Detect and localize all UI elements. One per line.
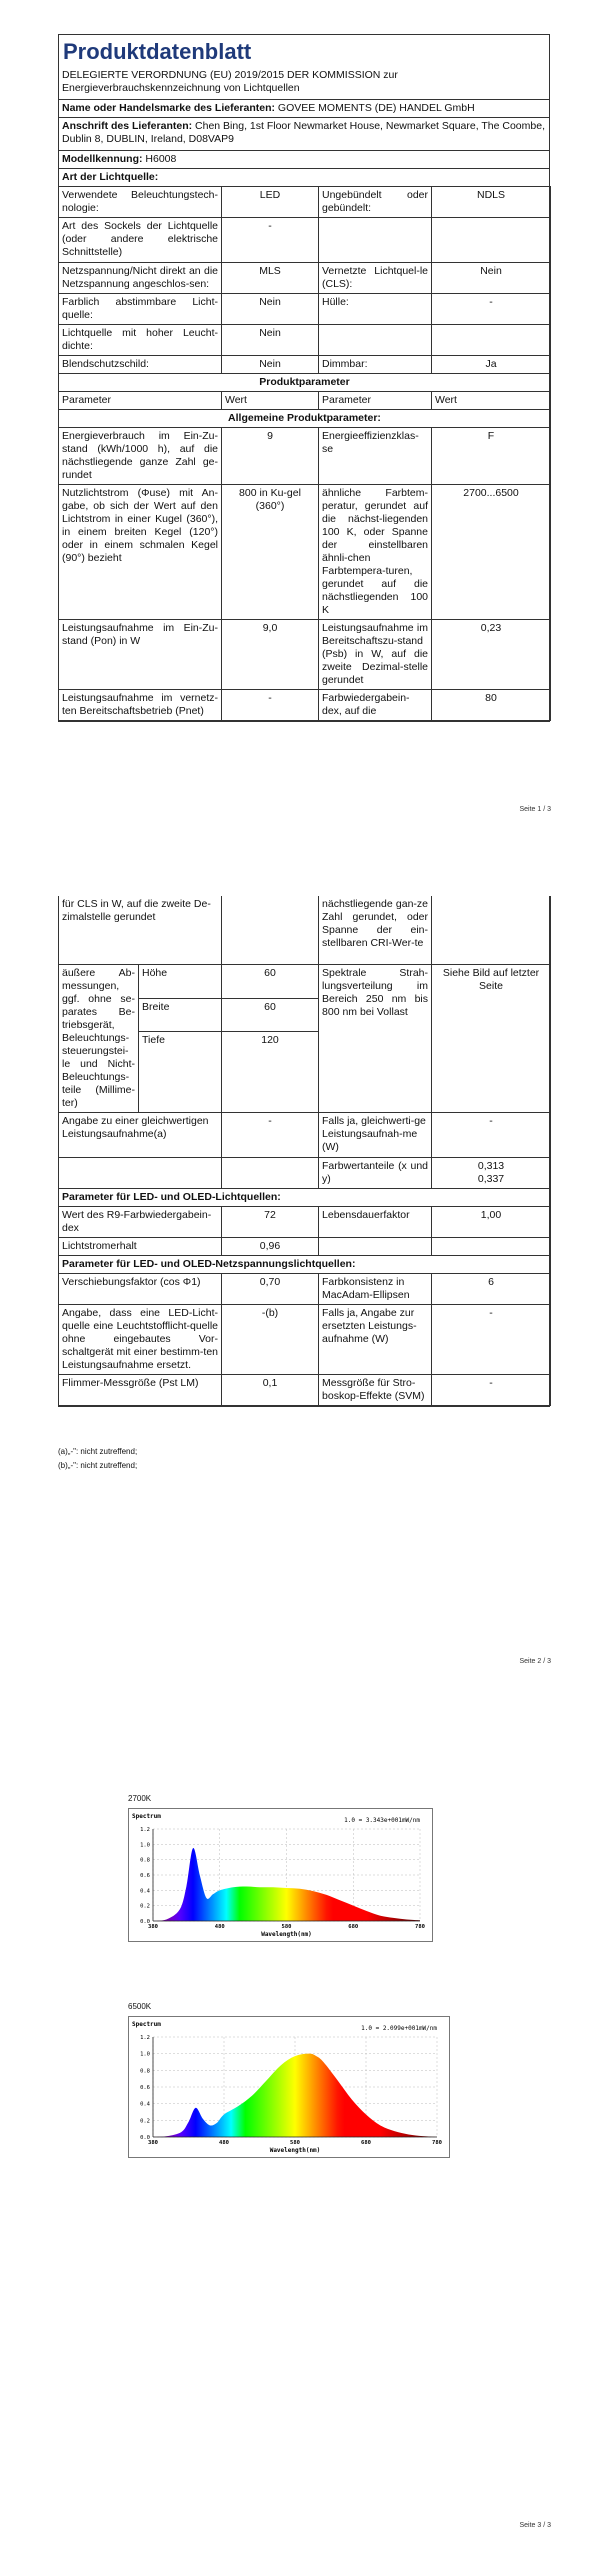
footnote-b: (b)„-": nicht zutreffend; xyxy=(58,1461,138,1470)
row-label: Blendschutzschild: xyxy=(59,356,222,374)
spectrum-scale: 1.0 = 3.343e+001mW/nm xyxy=(344,1817,420,1824)
page-2 xyxy=(0,860,603,1690)
table-row xyxy=(59,218,551,263)
row-label: Flimmer-Messgröße (Pst LM) xyxy=(59,1375,222,1406)
row-label: für CLS in W, auf die zweite De-zimalstelle gerundet xyxy=(59,896,222,965)
light-source-table xyxy=(58,186,551,721)
row-value xyxy=(432,218,551,263)
row-value: -(b) xyxy=(222,1305,319,1375)
spectrum-area xyxy=(153,2054,437,2137)
table-row xyxy=(59,485,551,620)
address-label: Anschrift des Lieferanten: xyxy=(62,120,193,132)
x-tick-label: 580 xyxy=(290,2140,300,2146)
spectrum-scale: 1.0 = 2.099e+001mW/nm xyxy=(361,2025,437,2032)
row-label: Farbkonsistenz in MacAdam-Ellipsen xyxy=(319,1274,432,1305)
row-label: Falls ja, Angabe zur ersetzten Leistungs-aufnahme (W) xyxy=(319,1305,432,1375)
address-value: Chen Bing, 1st Floor Newmarket House, Newmarket Square, The Coombe, Dublin 8, DUBLIN, Ireland, D08VAP9 xyxy=(62,120,545,145)
row-value: MLS xyxy=(222,263,319,294)
y-tick-label: 1.2 xyxy=(140,2035,150,2041)
row-label xyxy=(319,1238,432,1256)
row-label: Vernetzte Lichtquel-le (CLS): xyxy=(319,263,432,294)
row-label: Angabe, dass eine LED-Licht-quelle eine Leuchtstofflicht-quelle ohne eingebautes Vor-schaltgerät mit einer bestimm-ten Leistungsaufnahme ersetzt. xyxy=(59,1305,222,1375)
led-params-header: Parameter für LED- und OLED-Lichtquellen: xyxy=(59,1189,551,1207)
x-axis-label: Wavelength(nm) xyxy=(261,1931,312,1938)
row-label: Dimmbar: xyxy=(319,356,432,374)
page-3 xyxy=(0,1690,603,2560)
x-tick-label: 380 xyxy=(148,1924,158,1930)
row-value: 6 xyxy=(432,1274,551,1305)
params-table-continued xyxy=(58,896,551,1406)
page-1 xyxy=(0,0,603,860)
y-tick-label: 0.4 xyxy=(140,1888,150,1895)
mains-params-header: Parameter für LED- und OLED-Netzspannungslichtquellen: xyxy=(59,1256,551,1274)
table-row xyxy=(59,690,551,721)
spectrum-chart-2700 xyxy=(128,1808,433,1942)
general-params-header: Allgemeine Produktparameter: xyxy=(59,410,551,428)
row-value: - xyxy=(432,1305,551,1375)
table-row xyxy=(59,187,551,218)
row-label: Energieverbrauch im Ein-Zu-stand (kWh/1000 h), auf die nächstliegende ganze Zahl ge-rundet xyxy=(59,428,222,485)
y-tick-label: 1.2 xyxy=(140,1827,150,1833)
x-tick-label: 380 xyxy=(148,2140,158,2146)
dimension-value: 60 xyxy=(222,998,319,1032)
spectrum-svg-6500 xyxy=(129,2017,449,2157)
model-label: Modellkennung: xyxy=(62,153,143,165)
row-value: - xyxy=(432,294,551,325)
light-source-header-text: Art der Lichtquelle: xyxy=(62,171,159,183)
row-label: Ungebündelt oder gebündelt: xyxy=(319,187,432,218)
dimension-value: 120 xyxy=(222,1032,319,1113)
table-row xyxy=(59,1189,551,1207)
row-value: 0,70 xyxy=(222,1274,319,1305)
row-value: 9 xyxy=(222,428,319,485)
row-value: 0,23 xyxy=(432,620,551,690)
x-tick-label: 780 xyxy=(432,2140,442,2146)
column-header: Parameter xyxy=(319,392,432,410)
table-row xyxy=(59,374,551,392)
footnote-a: (a)„-": nicht zutreffend; xyxy=(58,1447,138,1456)
row-value: 0,1 xyxy=(222,1375,319,1406)
table-row xyxy=(59,294,551,325)
supplier-label: Name oder Handelsmarke des Lieferanten: xyxy=(62,102,275,114)
table-row xyxy=(59,1158,551,1189)
spectrum-svg-2700 xyxy=(129,1809,432,1941)
page-number: Seite 1 / 3 xyxy=(519,806,551,813)
spectrum-word: Spectrum xyxy=(132,2021,161,2028)
row-value: 2700...6500 xyxy=(432,485,551,620)
model-value: H6008 xyxy=(145,153,177,165)
y-tick-label: 0.2 xyxy=(140,1903,150,1910)
row-label: Falls ja, gleichwerti-ge Leistungsaufnah-me (W) xyxy=(319,1113,432,1158)
color-y-value: 0,337 xyxy=(477,1173,505,1185)
address-row xyxy=(59,117,549,150)
dimensions-label: äußere Ab-messungen, ggf. ohne se-parates Be-triebsgerät, Beleuchtungs-steuerungstei-le und Nicht-Beleuchtungs-teile (Millime-ter) xyxy=(59,965,139,1113)
y-tick-label: 0.0 xyxy=(140,1919,150,1925)
row-label: Leistungsaufnahme im Bereitschaftszu-stand (Psb) in W, auf die zweite Dezimal-stelle gerundet xyxy=(319,620,432,690)
row-label: Messgröße für Stro-boskop-Effekte (SVM) xyxy=(319,1375,432,1406)
light-source-header xyxy=(59,168,549,186)
x-tick-label: 680 xyxy=(348,1924,359,1930)
x-axis-label: Wavelength(nm) xyxy=(269,2147,321,2154)
row-value: 9,0 xyxy=(222,620,319,690)
row-value: Nein xyxy=(222,294,319,325)
supplier-row xyxy=(59,99,549,117)
row-value: LED xyxy=(222,187,319,218)
row-label: Art des Sockels der Lichtquelle (oder andere elektrische Schnittstelle) xyxy=(59,218,222,263)
spectrum-label-6500: 6500K xyxy=(128,2002,152,2011)
y-tick-label: 0.2 xyxy=(140,2118,150,2125)
row-value: - xyxy=(432,1113,551,1158)
row-label xyxy=(319,218,432,263)
row-value: - xyxy=(222,218,319,263)
row-value: Nein xyxy=(222,325,319,356)
table-row xyxy=(59,392,551,410)
table-row xyxy=(59,620,551,690)
row-value: Ja xyxy=(432,356,551,374)
row-label: Hülle: xyxy=(319,294,432,325)
dimension-name: Höhe xyxy=(139,965,222,999)
row-label: Wert des R9-Farbwiedergabein-dex xyxy=(59,1207,222,1238)
row-label: ähnliche Farbtem-peratur, gerundet auf die nächst-liegenden 100 K, oder Spanne der einstellbaren ähnli-chen Farbtempera-turen, gerundet auf die nächstliegenden 100 K xyxy=(319,485,432,620)
row-value xyxy=(432,1158,551,1189)
row-label: Lichtquelle mit hoher Leucht-dichte: xyxy=(59,325,222,356)
page-number: Seite 2 / 3 xyxy=(519,1658,551,1665)
row-value: 0,96 xyxy=(222,1238,319,1256)
row-value xyxy=(432,896,551,965)
row-value: 800 in Ku-gel (360°) xyxy=(222,485,319,620)
row-value: - xyxy=(222,690,319,721)
x-tick-label: 480 xyxy=(219,2140,229,2146)
row-value xyxy=(432,1238,551,1256)
x-tick-label: 480 xyxy=(214,1924,225,1930)
y-tick-label: 0.8 xyxy=(140,2068,150,2075)
dimension-value: 60 xyxy=(222,965,319,999)
row-value xyxy=(222,896,319,965)
table-row xyxy=(59,356,551,374)
dimension-name: Tiefe xyxy=(139,1032,222,1113)
row-value: 80 xyxy=(432,690,551,721)
row-value: F xyxy=(432,428,551,485)
row-label: nächstliegende gan-ze Zahl gerundet, oder Spanne der ein-stellbaren CRI-Wer-te xyxy=(319,896,432,965)
row-value: Nein xyxy=(432,263,551,294)
spectrum-word: Spectrum xyxy=(132,1813,161,1820)
y-tick-label: 0.4 xyxy=(140,2101,150,2108)
column-header: Wert xyxy=(222,392,319,410)
row-label: Verschiebungsfaktor (cos Φ1) xyxy=(59,1274,222,1305)
row-label xyxy=(319,325,432,356)
row-label: Lebensdauerfaktor xyxy=(319,1207,432,1238)
row-value: - xyxy=(432,1375,551,1406)
x-tick-label: 580 xyxy=(281,1924,292,1930)
dimension-name: Breite xyxy=(139,998,222,1032)
x-tick-label: 780 xyxy=(415,1924,425,1930)
row-label: Netzspannung/Nicht direkt an die Netzspannung angeschlos-sen: xyxy=(59,263,222,294)
row-label: Verwendete Beleuchtungstech-nologie: xyxy=(59,187,222,218)
model-row xyxy=(59,150,549,168)
column-header: Wert xyxy=(432,392,551,410)
spectral-label: Spektrale Strah-lungsverteilung im Bereich 250 nm bis 800 nm bei Vollast xyxy=(319,965,432,1113)
x-tick-label: 680 xyxy=(361,2140,371,2146)
supplier-value: GOVEE MOMENTS (DE) HANDEL GmbH xyxy=(277,102,475,114)
row-value: Nein xyxy=(222,356,319,374)
row-label: Farbwertanteile (x und y) xyxy=(319,1158,432,1189)
color-x-value: 0,313 xyxy=(477,1160,505,1172)
table-row xyxy=(59,1375,551,1406)
table-row xyxy=(59,325,551,356)
table-row xyxy=(59,1305,551,1375)
table-row xyxy=(59,1238,551,1256)
spectrum-chart-6500 xyxy=(128,2016,450,2158)
row-value xyxy=(222,1158,319,1189)
row-label: Angabe zu einer gleichwertigen Leistungsaufnahme(a) xyxy=(59,1113,222,1158)
regulation-text: DELEGIERTE VERORDNUNG (EU) 2019/2015 DER KOMMISSION zur Energieverbrauchskennzeichnung von Lichtquellen xyxy=(62,69,398,94)
spectrum-label-2700: 2700K xyxy=(128,1794,152,1803)
row-label: Leistungsaufnahme im vernetz-ten Bereitschaftsbetrieb (Pnet) xyxy=(59,690,222,721)
table-row xyxy=(59,965,551,999)
row-label: Farblich abstimmbare Licht-quelle: xyxy=(59,294,222,325)
table-row xyxy=(59,1113,551,1158)
y-tick-label: 0.0 xyxy=(140,2135,150,2141)
datasheet-page-1 xyxy=(58,34,550,722)
row-value: 1,00 xyxy=(432,1207,551,1238)
product-params-header: Produktparameter xyxy=(59,374,551,392)
table-row xyxy=(59,896,551,965)
row-label xyxy=(59,1158,222,1189)
table-row xyxy=(59,410,551,428)
row-label: Farbwiedergabein-dex, auf die xyxy=(319,690,432,721)
y-tick-label: 0.6 xyxy=(140,2085,150,2091)
table-row xyxy=(59,1256,551,1274)
page-title: Produktdatenblatt xyxy=(63,39,252,64)
table-row xyxy=(59,263,551,294)
row-value xyxy=(432,325,551,356)
y-tick-label: 0.6 xyxy=(140,1873,150,1879)
row-label: Nutzlichtstrom (Φuse) mit An-gabe, ob sich der Wert auf den Lichtstrom in einer Kugel (360°), in einem breiten Kegel (120°) oder in einem schmalen Kegel (90°) bezieht xyxy=(59,485,222,620)
column-header: Parameter xyxy=(59,392,222,410)
row-value: 72 xyxy=(222,1207,319,1238)
table-row xyxy=(59,1274,551,1305)
table-row xyxy=(59,1207,551,1238)
y-tick-label: 1.0 xyxy=(140,1842,150,1849)
page-number: Seite 3 / 3 xyxy=(519,2522,551,2529)
row-label: Lichtstromerhalt xyxy=(59,1238,222,1256)
row-label: Energieeffizienzklas-se xyxy=(319,428,432,485)
row-label: Leistungsaufnahme im Ein-Zu-stand (Pon) in W xyxy=(59,620,222,690)
row-value: NDLS xyxy=(432,187,551,218)
spectral-value: Siehe Bild auf letzter Seite xyxy=(432,965,551,1113)
row-value: - xyxy=(222,1113,319,1158)
y-tick-label: 1.0 xyxy=(140,2051,150,2058)
datasheet-page-2 xyxy=(58,896,550,1407)
y-tick-label: 0.8 xyxy=(140,1857,150,1864)
table-row xyxy=(59,428,551,485)
